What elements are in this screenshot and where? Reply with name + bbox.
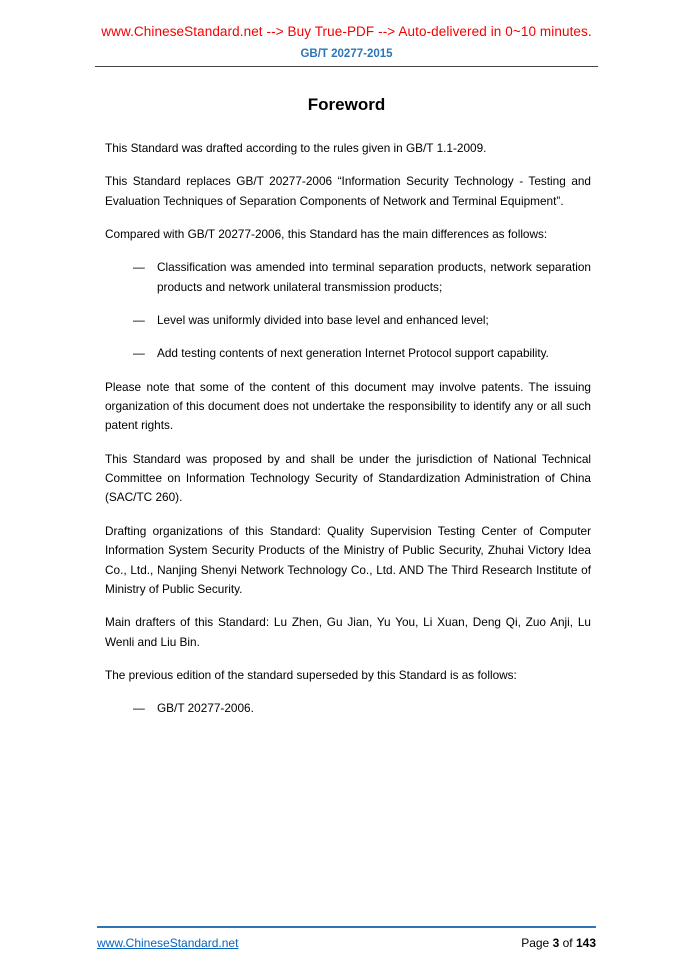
list-item xyxy=(133,258,591,297)
list-item xyxy=(133,311,591,330)
bullet-dash: — xyxy=(133,260,145,275)
list-item-text: GB/T 20277-2006. xyxy=(157,701,254,716)
page-number: 3 xyxy=(552,936,560,950)
doc-number: GB/T 20277-2015 xyxy=(300,48,393,60)
bullet-dash: — xyxy=(133,313,145,328)
list-item-text: Level was uniformly divided into base level and enhanced level; xyxy=(157,313,489,328)
paragraph-jurisdiction: This Standard was proposed by and shall be under the jurisdiction of National Technical Committee on Information Technology Security of Standardization Administration of China (SAC/TC 260). xyxy=(105,451,591,505)
paragraph-drafting-orgs: Drafting organizations of this Standard: Quality Supervision Testing Center of Computer Information System Security Products of the Ministry of Public Security, Zhuhai Victory Idea Co., Ltd., Nanjing Shenyi Network Technology Co., Ltd. AND The Third Research Institute of Ministry of Public Security. xyxy=(105,523,591,596)
list-item-text: Classification was amended into terminal separation products, network separation products and network unilateral transmission products; xyxy=(157,260,591,294)
page-footer xyxy=(97,926,596,950)
page-total: 143 xyxy=(575,936,596,950)
bullet-dash: — xyxy=(133,701,145,716)
promo-banner: www.ChineseStandard.net --> Buy True-PDF --> Auto-delivered in 0~10 minutes. xyxy=(101,24,592,39)
list-item-text: Add testing contents of next generation Internet Protocol support capability. xyxy=(157,346,549,361)
paragraph-previous-edition: The previous edition of the standard superseded by this Standard is as follows: xyxy=(105,667,517,682)
list-item xyxy=(133,699,591,718)
paragraph-compared: Compared with GB/T 20277-2006, this Standard has the main differences as follows: xyxy=(105,227,548,242)
paragraph-main-drafters: Main drafters of this Standard: Lu Zhen, Gu Jian, Yu You, Li Xuan, Deng Qi, Zuo Anji, Lu Wenli and Liu Bin. xyxy=(105,615,591,649)
page-label: Page xyxy=(521,936,550,950)
document-body xyxy=(105,139,591,719)
paragraph-patents: Please note that some of the content of this document may involve patents. The issuing organization of this document does not undertake the responsibility to identify any or all such patent rights. xyxy=(105,379,591,433)
bullet-dash: — xyxy=(133,346,145,361)
page-header xyxy=(0,0,693,67)
page-indicator xyxy=(521,936,596,950)
of-label: of xyxy=(562,936,573,950)
paragraph-drafted: This Standard was drafted according to the rules given in GB/T 1.1-2009. xyxy=(105,141,487,155)
paragraph-replaces: This Standard replaces GB/T 20277-2006 “Information Security Technology - Testing and Evaluation Techniques of Separation Components of Network and Terminal Equipment”. xyxy=(105,174,591,208)
page-title: Foreword xyxy=(307,95,386,114)
header-divider xyxy=(95,66,598,67)
list-item xyxy=(133,344,591,363)
footer-link[interactable]: www.ChineseStandard.net xyxy=(97,936,239,950)
